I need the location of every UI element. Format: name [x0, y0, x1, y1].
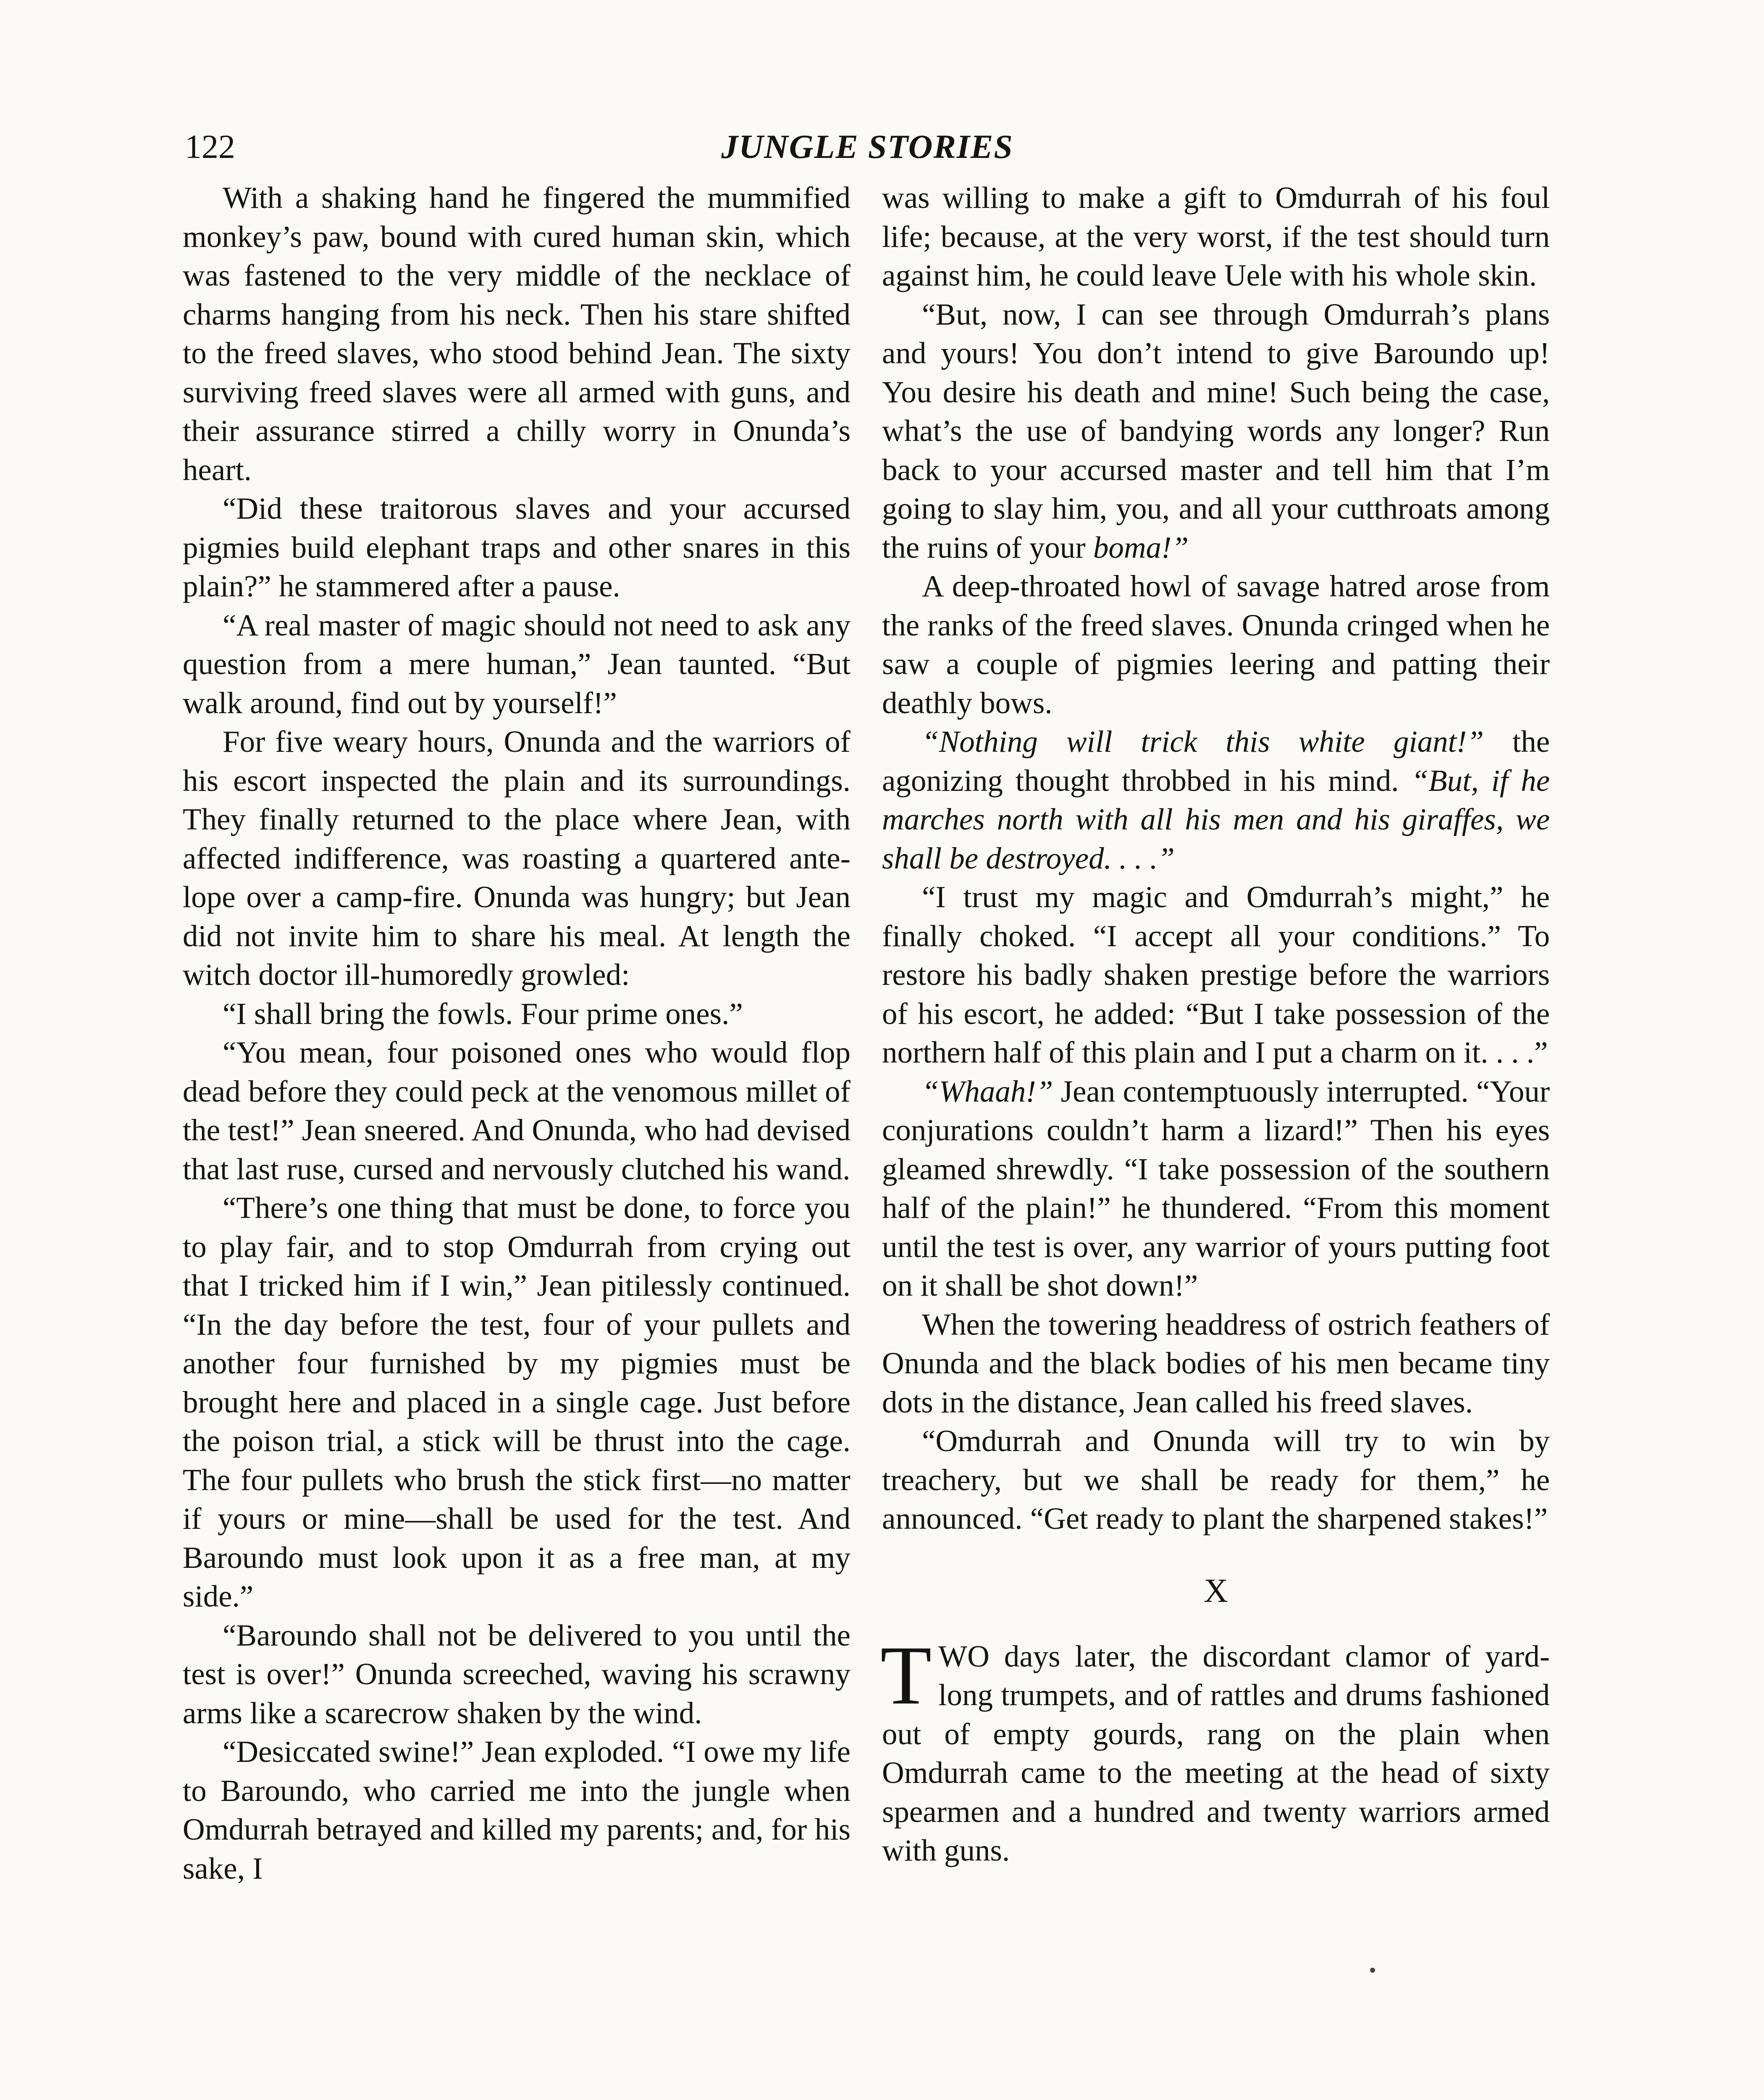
paragraph: “There’s one thing that must be done, to force you to play fair, and to stop Omdurrah from crying out that I tricked him if I win,” Jean pitilessly continued. “In the day before the test, four of your pullets and another four furnished by my pigmies must be brought here and placed in a single cage. Just before the poison trial, a stick will be thrust into the cage. The four pullets who brush the stick first—no matter if yours or mine—shall be used for the test. And Baroundo must look upon it as a free man, at my side.” — [183, 1191, 850, 1613]
page-number: 122 — [185, 129, 235, 165]
chapter-opening-paragraph — [880, 1629, 1550, 1870]
paragraph: “Omdurrah and Onunda will try to win by treachery, but we shall be ready for them,” he announced. “Get ready to plant the sharpened stakes!” — [882, 1424, 1550, 1536]
paragraph: For five weary hours, Onunda and the warriors of his escort inspected the plain and its surroundings. They finally returned to the place where Jean, with affected indifference, was roasting a quartered antelope over a camp-fire. Onunda was hungry; but Jean did not invite him to share his meal. At length the witch doctor ill-humoredly growled: — [183, 724, 850, 992]
section-heading: X — [1204, 1572, 1228, 1609]
ornament-dot — [1370, 1968, 1375, 1973]
paragraph — [882, 295, 1550, 567]
paragraph: “Did these traitorous slaves and your accursed pigmies build elephant traps and other snares in this plain?” he stammered after a pause. — [183, 491, 850, 603]
paragraph — [882, 722, 1550, 878]
drop-cap: T — [880, 1629, 932, 1722]
paragraph: “Desiccated swine!” Jean exploded. “I owe my life to Baroundo, who carried me into the jungle when Omdurrah betrayed and killed my parents; and, for his sake, I — [183, 1735, 850, 1885]
paragraph-continued: was willing to make a gift to Omdurrah of his foul life; because, at the very worst, if the test should turn against him, he could leave Uele with his whole skin. — [882, 181, 1550, 292]
left-column — [183, 178, 850, 1888]
italic-thought: “Nothing will trick this white giant!” — [922, 724, 1484, 759]
paragraph: With a shaking hand he fingered the mummified monkey’s paw, bound with cured human skin, which was fastened to the very middle of the necklace of charms hanging from his neck. Then his stare shifted to the freed slaves, who stood behind Jean. The sixty surviving freed slaves were all armed with guns, and their assurance stirred a chilly worry in Onunda’s heart. — [183, 181, 850, 487]
paragraph: “I trust my magic and Omdurrah’s might,” he finally choked. “I accept all your conditions.” To restore his badly shaken prestige before the warriors of his escort, he added: “But I take possession of the northern half of this plain and I put a charm on it. . . .” — [882, 880, 1550, 1069]
italic-word: boma!” — [1093, 530, 1189, 564]
paragraph: “You mean, four poisoned ones who would flop dead before they could peck at the venomous millet of the test!” Jean sneered. And Onunda, who had devised that last ruse, cursed and nervously clutched his wand. — [183, 1035, 850, 1186]
running-title: JUNGLE STORIES — [721, 129, 1013, 165]
right-column — [882, 178, 1550, 1870]
paragraph: A deep-throated howl of savage hatred arose from the ranks of the freed slaves. Onunda cringed when he saw a couple of pigmies leering and patting their deathly bows. — [882, 569, 1550, 720]
paragraph-text: the agonizing thought throbbed in his mind. — [882, 724, 1550, 798]
paragraph: “Baroundo shall not be delivered to you until the test is over!” Onunda screeched, waving his scrawny arms like a scarecrow shaken by the wind. — [183, 1618, 850, 1730]
italic-thought: “But, if he marches north with all his men and his giraffes, we shall be destroyed. . . .” — [882, 763, 1550, 875]
page-header — [185, 124, 1550, 183]
paragraph: When the towering headdress of ostrich feathers of Onunda and the black bodies of his men became tiny dots in the distance, Jean called his freed slaves. — [882, 1307, 1550, 1419]
paragraph: “A real master of magic should not need to ask any question from a mere human,” Jean taunted. “But walk around, find out by yourself!” — [183, 608, 850, 720]
paragraph: “I shall bring the fowls. Four prime ones.” — [223, 996, 743, 1031]
paragraph — [882, 1072, 1550, 1305]
paragraph-text: “But, now, I can see through Omdurrah’s plans and yours! You don’t intend to give Baroundo up! You desire his death and mine! Such being the case, what’s the use of bandying words any longer? Run back to your accursed master and tell him that I’m going to slay him, you, and all your cutthroats among the ruins of your — [882, 297, 1550, 564]
paragraph-text: Jean contemptuously interrupted. “Your conjurations couldn’t harm a lizard!” Then his eyes gleamed shrewdly. “I take possession of the southern half of the plain!” he thundered. “From this moment until the test is over, any warrior of yours putting foot on it shall be shot down!” — [882, 1074, 1550, 1302]
italic-word: “Whaah!” — [922, 1074, 1053, 1108]
paragraph-text: WO days later, the discordant clamor of yard-long trumpets, and of rattles and drums fashioned out of empty gourds, rang on the plain when Omdurrah came to the meeting at the head of sixty spearmen and a hundred and twenty warriors armed with guns. — [882, 1639, 1550, 1867]
